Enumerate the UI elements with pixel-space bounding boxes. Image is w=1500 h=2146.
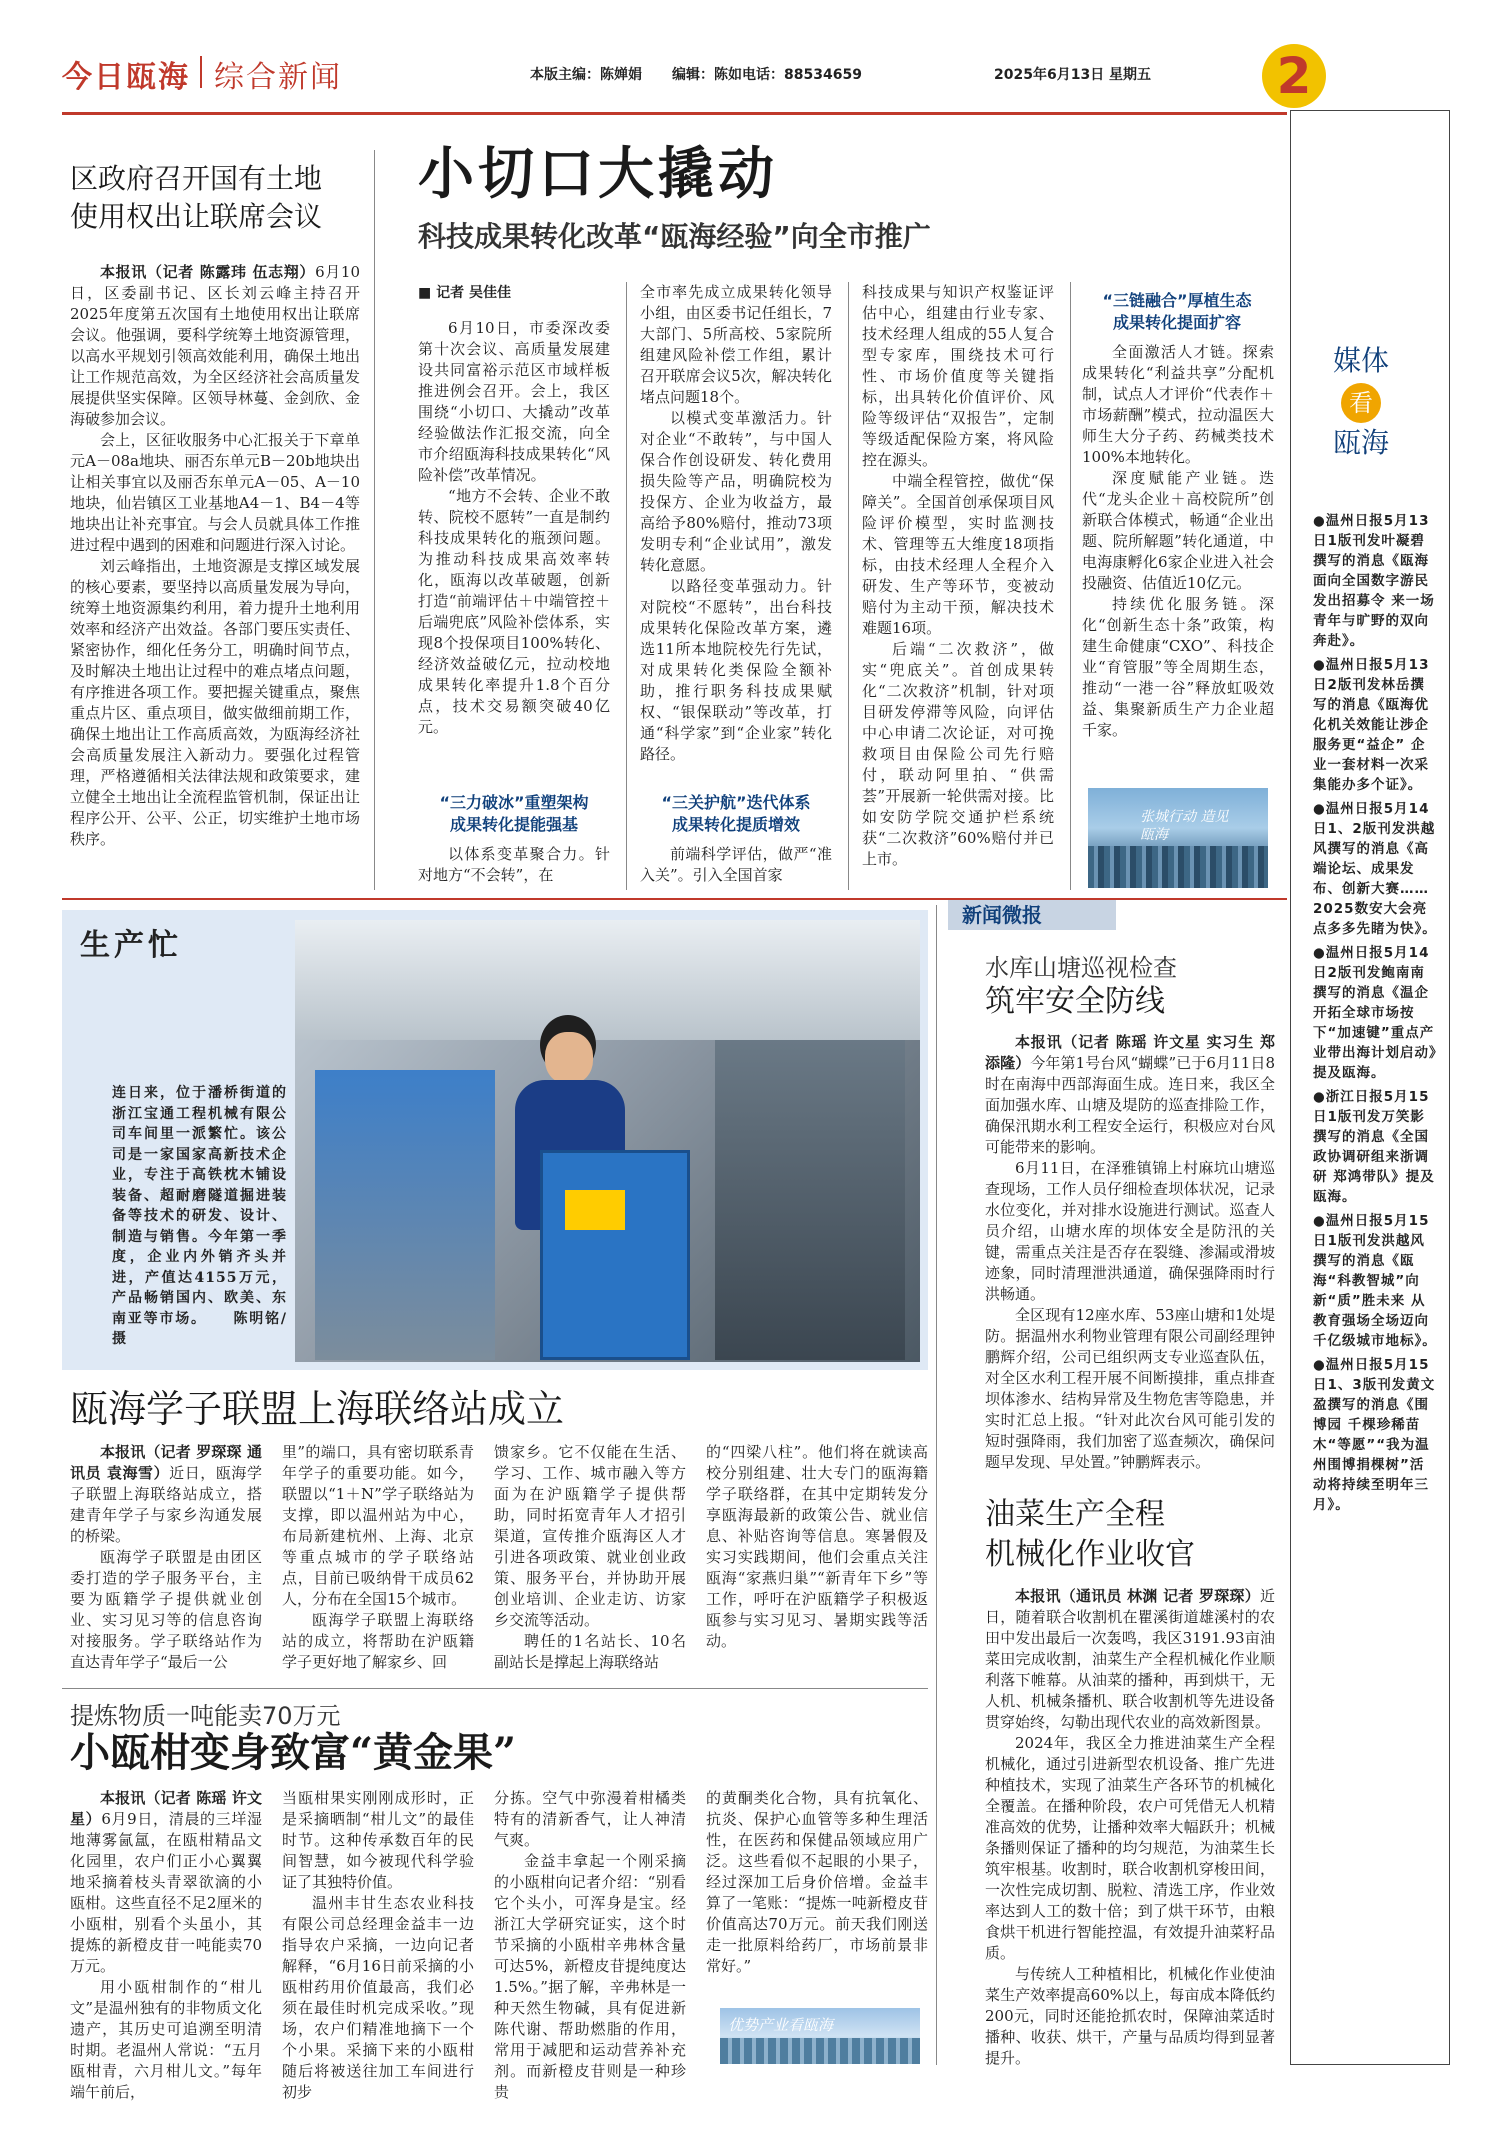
paragraph: 与传统人工种植相比，机械化作业使油菜生产效率提高60%以上，每亩成本降低约200元，同时还能抢抓农时，保障油菜适时播种、收获、烘干，产量与品质均得到显著提升。 xyxy=(985,1965,1275,2067)
article-column-3 xyxy=(494,1442,686,1673)
image-slogan: 张城行动 造见瓯海 xyxy=(1140,809,1229,843)
header-divider xyxy=(200,56,202,88)
article-column-2-cont xyxy=(640,844,832,886)
paragraph: 6月9日，清晨的三垟湿地薄雾氤氲，在瓯柑精品文化园里，农户们正小心翼翼地采摘着枝头青翠欲滴的小瓯柑。这些直径不足2厘米的小瓯柑，别看个头虽小，其提炼的新橙皮苷一吨能卖70万元。 xyxy=(70,1810,262,1975)
paragraph: 瓯海学子联盟上海联络站的成立，将帮助在沪瓯籍学子更好地了解家乡、回 xyxy=(282,1611,474,1671)
paragraph: 馈家乡。它不仅能在生活、学习、工作、城市融入等方面为在沪瓯籍学子提供帮助，同时拓宽青年人才招引渠道，宣传推介瓯海区人才引进各项政策、就业创业政策、服务平台，并协助开展创业培训、企业走访、访家乡交流等活动。 xyxy=(494,1443,686,1629)
paragraph: 前端科学评估，做严“准入关”。引入全国首家 xyxy=(640,845,832,884)
town-buildings xyxy=(720,2038,920,2064)
machine-label xyxy=(565,1190,625,1230)
subheading xyxy=(418,792,610,836)
news-brief-label: 新闻微报 xyxy=(962,903,1042,927)
paragraph: 全区现有12座水库、53座山塘和1处堤防。据温州水利物业管理有限公司副经理钟鹏辉介绍，公司已组织两支专业巡查队伍，对全区水利工程开展不间断摸排，重点排查坝体渗水、结构异常及生物危害等隐患，并实时汇总上报。“针对此次台风可能引发的短时强降雨，我们加密了巡查频次，确保问题早发现、早处置。”钟鹏辉表示。 xyxy=(985,1306,1275,1471)
article-column-1 xyxy=(70,1442,262,1673)
paragraph: 中端全程管控，做优“保障关”。全国首创承保项目风险评价模型，实时监测技术、管理等五大维度18项指标，由技术经理人全程介入研发、生产等环节，变被动赔付为主动干预，解决技术难题16项。 xyxy=(862,472,1054,637)
paragraph: 用小瓯柑制作的“柑儿文”是温州独有的非物质文化遗产，其历史可追溯至明清时期。老温州人常说：“五月瓯柑青，六月柑儿文。”每年端午前后， xyxy=(70,1978,262,2101)
column-rule xyxy=(848,282,849,890)
page-number-badge: 2 xyxy=(1262,44,1326,108)
list-item: ●浙江日报5月15日1版刊发万笑影撰写的消息《全国政协调研组来浙调研 郑鸿带队》提及瓯海。 xyxy=(1313,1089,1435,1205)
heading-char: 海 xyxy=(1361,426,1390,459)
editor-credit: 本版主编：陈婵娟 xyxy=(530,67,642,83)
paragraph: 的黄酮类化合物，具有抗氧化、抗炎、保护心血管等多种生理活性，在医药和保健品领域应用广泛。这些看似不起眼的小果子，经过深加工后身价倍增。金益丰算了一笔账：“提炼一吨新橙皮苷价值高达70万元。前天我们刚送走一批原料给药厂，市场前景非常好。” xyxy=(706,1789,928,1975)
article-column-4 xyxy=(706,1788,928,1977)
column-rule xyxy=(626,282,627,890)
lead-label: 本报讯 xyxy=(1015,1033,1063,1051)
subheading-line1: “三关护航”迭代体系 xyxy=(661,793,811,812)
article-column-3 xyxy=(494,1788,686,2103)
paragraph: 刘云峰指出，土地资源是支撑区域发展的核心要素，要坚持以高质量发展为导向，统筹土地资源集约利用，着力提升土地利用效率和经济产出效益。各部门要压实责任、紧密协作，细化任务分工，明确时间节点，及时解决土地出让过程中的难点堵点问题，有序推进各项工作。要把握关键重点，聚焦重点片区、重点项目，做实做细前期工作，确保土地出让工作高质高效，为瓯海经济社会高质量发展注入新动力。要强化过程管理，严格遵循相关法律法规和政策要求，建立健全土地出让全流程监管机制，保证出让程序公开、公平、公正，切实维护土地市场秩序。 xyxy=(70,557,360,848)
article-column-2 xyxy=(282,1442,474,1673)
paragraph: 的“四梁八柱”。他们将在就读高校分别组建、壮大专门的瓯海籍学子联络群，在其中定期转发分享瓯海最新的政策公告、就业信息、补贴咨询等信息。寒暑假及实习实践期间，他们会重点关注瓯海“家燕归巢”“新青年下乡”等工作，呼吁在沪瓯籍学子积极返瓯参与实习见习、暑期实践等活动。 xyxy=(706,1443,928,1650)
list-item: ●温州日报5月14日2版刊发鲍南南撰写的消息《温企开拓全球市场按下“加速键”重点产业带出海计划启动》提及瓯海。 xyxy=(1313,945,1437,1081)
paragraph: 温州丰甘生态农业科技有限公司总经理金益丰一边指导农户采摘，一边向记者解释，“6月16日前采摘的小瓯柑药用价值最高，我们必须在最佳时机完成采收。”现场，农户们精准地摘下一个个小果。采摘下来的小瓯柑随后将被送往加工车间进行初步 xyxy=(282,1894,474,2101)
workshop-ceiling xyxy=(295,920,920,1040)
byline: （记者 罗琛琛 通讯员 袁海雪） xyxy=(70,1443,262,1482)
kan-badge: 看 xyxy=(1341,383,1381,423)
blue-machine xyxy=(540,1150,690,1360)
media-watch-sidebar xyxy=(1290,110,1450,2065)
paragraph: 科技成果与知识产权鉴证评估中心，组建由行业专家、技术经理人组成的55人复合型专家库，围绕技术可行性、市场价值度等关键指标，出具转化价值评价、风险等级评估“双报告”，定制等级适配保险方案，将风险控在源头。 xyxy=(862,283,1054,469)
paragraph: 后端“二次救济”，做实“兜底关”。首创成果转化“二次救济”机制，针对项目研发停滞等风险，向评估中心申请二次论证，对可挽救项目由保险公司先行赔付，联动阿里拍、“供需荟”开展新一轮供需对接。比如安防学院交通护栏系统获“二次救济”60%赔付并已上市。 xyxy=(862,640,1054,868)
column-rule xyxy=(1070,282,1071,890)
subheading-line2: 成果转化提质增效 xyxy=(671,815,800,834)
lead-article-subtitle: 科技成果转化改革“瓯海经验”向全市推广 xyxy=(418,220,931,253)
list-item: ●温州日报5月14日1、2版刊发洪越风撰写的消息《高端论坛、成果发布、创新大赛……2025数安大会亮点多多先睹为快》。 xyxy=(1313,801,1437,937)
subheading-line1: “三链融合”厚植生态 xyxy=(1102,291,1252,310)
paragraph: 近日，随着联合收割机在瞿溪街道雄溪村的农田中发出最后一次轰鸣，我区3191.93亩油菜田完成收割，油菜生产全程机械化作业顺利落下帷幕。从油菜的播种，再到烘干，无人机、机械条播机、联合收割机等先进设备贯穿始终，勾勒出现代农业的高效新图景。 xyxy=(985,1587,1275,1731)
subheading-line1: “三力破冰”重塑架构 xyxy=(439,793,589,812)
workshop-left-machinery xyxy=(315,1070,495,1360)
lead-article-title: 小切口大撬动 xyxy=(418,141,778,207)
article-column-3 xyxy=(862,282,1054,870)
photo-caption xyxy=(112,1083,287,1350)
city-skyline-image xyxy=(1088,788,1268,888)
article-kicker: 提炼物质一吨能卖70万元 xyxy=(70,1702,341,1730)
paragraph: 以模式变革激活力。针对企业“不敢转”，与中国人保合作创设研发、转化费用损失险等产品，明确院校为投保方、企业为收益方，最高给予80%赔付，推动73项发明专利“企业试用”，激发转化意愿。 xyxy=(640,409,832,574)
heading-char: 瓯 xyxy=(1332,426,1361,459)
paragraph: 当瓯柑果实刚刚成形时，正是采摘晒制“柑儿文”的最佳时节。这种传承数百年的民间智慧，如今被现代科学验证了其独特价值。 xyxy=(282,1789,474,1891)
section-name: 综合新闻 xyxy=(214,60,342,95)
lead-label: 本报讯 xyxy=(100,1443,146,1461)
paragraph: 深度赋能产业链。迭代“龙头企业＋高校院所”创新联合体模式，畅通“企业出题、院所解题”转化通道，中电海康孵化6家企业进入社会投融资、估值近10亿元。 xyxy=(1082,469,1274,592)
paragraph: 全市率先成立成果转化领导小组，由区委书记任组长，7大部门、5所高校、5家院所组建风险补偿工作组，累计召开联席会议5次，解决转化堵点问题18个。 xyxy=(640,283,832,406)
paragraph: 全面激活人才链。探索成果转化“利益共享”分配机制，试点人才评价“代表作＋市场薪酬”模式，拉动温医大师生大分子药、药械类技术100%本地转化。 xyxy=(1082,343,1274,466)
subheading xyxy=(640,792,832,836)
brief-article2-body xyxy=(985,1586,1275,2069)
heading-char: 媒 xyxy=(1332,344,1361,377)
article-land-meeting xyxy=(70,160,370,236)
paragraph: 金益丰拿起一个刚采摘的小瓯柑向记者介绍：“别看它个头小，可浑身是宝。经浙江大学研究证实，这个时节采摘的小瓯柑辛弗林含量可达5%，新橙皮苷提纯度达1.5%。”据了解，辛弗林是一种天然生物碱，具有促进新陈代谢、帮助燃脂的作用，常用于减肥和运动营养补充剂。而新橙皮苷则是一种珍贵 xyxy=(494,1852,686,2101)
photographer-credit: 陈明铭/摄 xyxy=(112,1310,288,1347)
list-item: ●温州日报5月13日2版刊发林岳撰写的消息《瓯海优化机关效能让涉企服务更“益企” 企业一套材料一次采集能办多个证》。 xyxy=(1313,657,1430,793)
article-column-4 xyxy=(706,1442,928,1652)
reporter-byline: ■ 记者 吴佳佳 xyxy=(418,285,511,301)
brief-article2-title2: 机械化作业收官 xyxy=(985,1537,1195,1572)
byline: （记者 陈瑶 许文星） xyxy=(70,1789,262,1828)
paragraph: 今年第1号台风“蝴蝶”已于6月11日8时在南海中西部海面生成。连日来，我区全面加强水库、山塘及堤防的巡查排险工作，确保汛期水利工程安全运行，积极应对台风可能带来的影响。 xyxy=(985,1054,1275,1156)
copy-editor-credit: 编辑：陈如 xyxy=(672,67,742,83)
subheading-line2: 成果转化提能强基 xyxy=(449,815,578,834)
paragraph: 瓯海学子联盟是由团区委打造的学子服务平台，主要为瓯籍学子提供就业创业、实习见习等的信息咨询对接服务。学子联络站作为直达青年学子“最后一公 xyxy=(70,1548,262,1671)
paragraph: 里”的端口，具有密切联系青年学子的重要功能。如今，联盟以“1＋N”学子联络站为支撑，即以温州站为中心，布局新建杭州、上海、北京等重点城市的学子联络站点，目前已吸纳骨干成员62人，分布在全国15个城市。 xyxy=(282,1443,474,1608)
article-title-line1: 区政府召开国有土地 xyxy=(70,162,323,195)
paragraph: 以路径变革强动力。针对院校“不愿转”，出台科技成果转化保险改革方案，遴选11所本地院校先行先试，对成果转化类保险全额补助，推行职务科技成果赋权、“银保联动”等改革，打通“科学家”到“企业家”转化路径。 xyxy=(640,577,832,763)
byline: （记者 陈瑶 许文星 实习生 郑添隆） xyxy=(985,1033,1275,1072)
sidebar-heading xyxy=(1331,343,1391,461)
newspaper-logo: 今日瓯海 xyxy=(62,60,190,95)
column-rule xyxy=(936,905,937,2065)
page-header xyxy=(62,46,1312,106)
brief-article-body xyxy=(985,1032,1275,1473)
subheading-line2: 成果转化提面扩容 xyxy=(1112,313,1241,332)
heading-char: 体 xyxy=(1361,344,1390,377)
article-column-1 xyxy=(70,1788,262,2103)
issue-date: 2025年6月13日 星期五 xyxy=(994,67,1152,83)
paragraph: 以体系变革聚合力。针对地方“不会转”，在 xyxy=(418,845,610,884)
article-column-1-cont xyxy=(418,844,610,886)
brief-article-title2: 筑牢安全防线 xyxy=(985,984,1165,1019)
image-slogan: 优势产业看瓯海 xyxy=(728,2016,834,2034)
byline: （通讯员 林渊 记者 罗琛琛） xyxy=(1060,1587,1260,1605)
article-column-2 xyxy=(640,282,832,765)
paragraph: 6月11日，在泽雅镇锦上村麻坑山塘巡查现场，工作人员仔细检查坝体状况，记录水位变化，并对排水设施进行测试。巡查人员介绍，山塘水库的坝体安全是防汛的关键，需重点关注是否存在裂缝、渗漏或滑坡迹象，同时清理泄洪通道，确保强降雨时行洪畅通。 xyxy=(985,1159,1275,1303)
factory-worker-photo xyxy=(295,920,920,1362)
brief-article2-title1: 油菜生产全程 xyxy=(985,1497,1165,1532)
paragraph: 会上，区征收服务中心汇报关于下章单元A－08a地块、丽否东单元B－20b地块出让相关事宜以及丽否东单元A－05、A－10地块，仙岩镇区工业基地A4－1、B4－4等地块出让补充事宜。与会人员就具体工作推进过程中遇到的困难和问题进行深入讨论。 xyxy=(70,431,360,554)
article-title-line2: 使用权出让联席会议 xyxy=(70,200,323,233)
article-body xyxy=(70,262,360,850)
caption-text: 连日来，位于潘桥街道的浙江宝通工程机械有限公司车间里一派繁忙。该公司是一家国家高新技术企业，专注于高铁枕木铺设装备、超耐磨隧道掘进装备等技术的研发、设计、制造与销售。今年第一季度，企业内外销齐头并进，产值达4155万元，产品畅销国内、欧美、东南亚等市场。 xyxy=(112,1085,287,1327)
photo-feature-label: 生产忙 xyxy=(80,928,182,963)
list-item: ●温州日报5月15日1版刊发洪越风撰写的消息《瓯海“科教智城”向新“质”胜未来 从教育强场全场迈向千亿级城市地标》。 xyxy=(1313,1213,1437,1349)
article-column-2 xyxy=(282,1788,474,2103)
article-column-4 xyxy=(1082,342,1274,741)
column-rule xyxy=(374,150,375,890)
article-title: 瓯海学子联盟上海联络站成立 xyxy=(70,1387,565,1431)
list-item: ●温州日报5月13日1版刊发叶凝碧撰写的消息《瓯海面向全国数字游民发出招募令 来一场青年与旷野的双向奔赴》。 xyxy=(1313,513,1435,649)
article-title: 小瓯柑变身致富“黄金果” xyxy=(70,1729,517,1776)
paragraph: 分拣。空气中弥漫着柑橘类特有的清新香气，让人神清气爽。 xyxy=(494,1789,686,1849)
paragraph: 持续优化服务链。深化“创新生态十条”政策，构建生命健康“CXO”、科技企业“育管服”等全周期生态，推动“一港一谷”释放虹吸效益、集聚新质生产力企业超千家。 xyxy=(1082,595,1274,739)
paragraph: 近日，瓯海学子联盟上海联络站成立，搭建青年学子与家乡沟通发展的桥梁。 xyxy=(70,1464,262,1545)
phone-number: 电话：88534659 xyxy=(742,67,862,83)
section-rule xyxy=(62,1688,928,1689)
header-rule xyxy=(62,112,1287,115)
paragraph: 6月10日，市委深改委第十次会议、高质量发展建设共同富裕示范区市域样板推进例会召开。会上，我区围绕“小切口、大撬动”改革经验做法作汇报交流，向全市介绍瓯海科技成果转化“风险补偿”改革情况。 xyxy=(418,319,610,484)
skyline-buildings xyxy=(1088,846,1268,888)
paragraph: “地方不会转、企业不敢转、院校不愿转”一直是制约科技成果转化的瓶颈问题。为推动科技成果高效率转化，瓯海以改革破题，创新打造“前端评估＋中端管控＋后端兜底”风险补偿体系，实现8个投保项目100%转化、经济效益破亿元，拉动校地成果转化率提升1.8个百分点，技术交易额突破40亿元。 xyxy=(418,487,610,736)
byline: （记者 陈露玮 伍志翔） xyxy=(146,263,316,281)
machinery-background xyxy=(715,1040,905,1360)
paragraph: 6月10日，区委副书记、区长刘云峰主持召开2025年度第五次国有土地使用权出让联席会议。他强调，要科学统筹土地资源管理，以高水平规划引领高效能利用，确保土地出让工作规范高效，为全区经济社会高质量发展提供坚实保障。区领导林蔓、金剑欣、金海破参加会议。 xyxy=(70,263,360,428)
paragraph: 聘任的1名站长、10名副站长是撑起上海联络站 xyxy=(494,1632,686,1671)
brief-article-title1: 水库山塘巡视检查 xyxy=(985,954,1177,982)
orchard-town-image xyxy=(720,2008,920,2064)
lead-label: 本报讯 xyxy=(1015,1587,1061,1605)
lead-label: 本报讯 xyxy=(100,1789,146,1807)
article-column-1 xyxy=(418,318,610,738)
paragraph: 2024年，我区全力推进油菜生产全程机械化，通过引进新型农机设备、推广先进种植技术，实现了油菜生产各环节的机械化全覆盖。在播种阶段，农户可凭借无人机精准高效的优势，让播种效率大幅跃升；机械条播则保证了播种的均匀规范，为油菜生长筑牢根基。收割时，联合收割机穿梭田间，一次性完成切割、脱粒、清选工序，作业效率达到人工的数十倍；到了烘干环节，由粮食烘干机进行智能控温，有效提升油菜籽品质。 xyxy=(985,1734,1275,1962)
lead-label: 本报讯 xyxy=(100,263,147,281)
list-item: ●温州日报5月15日1、3版刊发黄文盈撰写的消息《围博园 千棵珍稀苗木“等愿”“我为温州围博捐棵树”活动将持续至明年三月》。 xyxy=(1313,1357,1436,1513)
subheading xyxy=(1082,290,1272,334)
news-brief-tag xyxy=(948,900,1116,930)
sidebar-list xyxy=(1313,511,1438,1519)
worker-face xyxy=(545,1032,593,1084)
